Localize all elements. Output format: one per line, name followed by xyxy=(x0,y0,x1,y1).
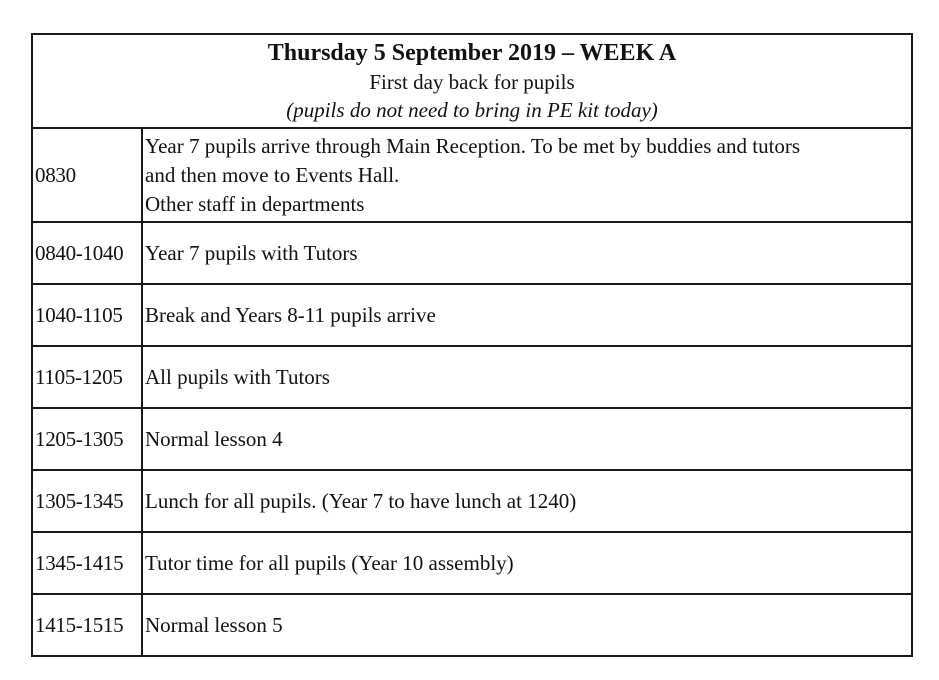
event-cell xyxy=(142,532,912,594)
event-line: Break and Years 8-11 pupils arrive xyxy=(145,302,436,327)
event-cell xyxy=(142,594,912,656)
event-line: Normal lesson 4 xyxy=(145,426,283,451)
event-cell xyxy=(142,408,912,470)
page-title: Thursday 5 September 2019 – WEEK A xyxy=(267,40,677,66)
page-note: (pupils do not need to bring in PE kit today) xyxy=(286,98,658,122)
table-row xyxy=(32,284,912,346)
time-cell: 0840-1040 xyxy=(32,222,142,284)
event-cell xyxy=(142,128,912,222)
event-cell xyxy=(142,470,912,532)
table-row xyxy=(32,470,912,532)
time-cell: 1305-1345 xyxy=(32,470,142,532)
event-cell xyxy=(142,222,912,284)
event-line: Other staff in departments xyxy=(145,191,365,216)
time-cell: 0830 xyxy=(32,128,142,222)
schedule-table xyxy=(31,33,913,657)
event-line: Lunch for all pupils. (Year 7 to have lunch at 1240) xyxy=(145,488,577,513)
event-line: All pupils with Tutors xyxy=(145,364,330,389)
time-cell: 1415-1515 xyxy=(32,594,142,656)
table-row xyxy=(32,128,912,222)
time-cell: 1205-1305 xyxy=(32,408,142,470)
table-row xyxy=(32,222,912,284)
time-cell: 1040-1105 xyxy=(32,284,142,346)
event-line: Tutor time for all pupils (Year 10 assembly) xyxy=(145,550,514,575)
event-line: Normal lesson 5 xyxy=(145,612,283,637)
event-line: Year 7 pupils with Tutors xyxy=(145,240,358,265)
event-cell xyxy=(142,346,912,408)
event-line: Year 7 pupils arrive through Main Reception. To be met by buddies and tutors xyxy=(145,133,801,158)
time-cell: 1345-1415 xyxy=(32,532,142,594)
table-row xyxy=(32,594,912,656)
table-row xyxy=(32,408,912,470)
table-row xyxy=(32,532,912,594)
header-row xyxy=(32,34,912,128)
table-row xyxy=(32,346,912,408)
page-subtitle: First day back for pupils xyxy=(369,70,575,94)
header-cell xyxy=(32,34,912,128)
event-cell xyxy=(142,284,912,346)
time-cell: 1105-1205 xyxy=(32,346,142,408)
event-line: and then move to Events Hall. xyxy=(145,162,400,187)
